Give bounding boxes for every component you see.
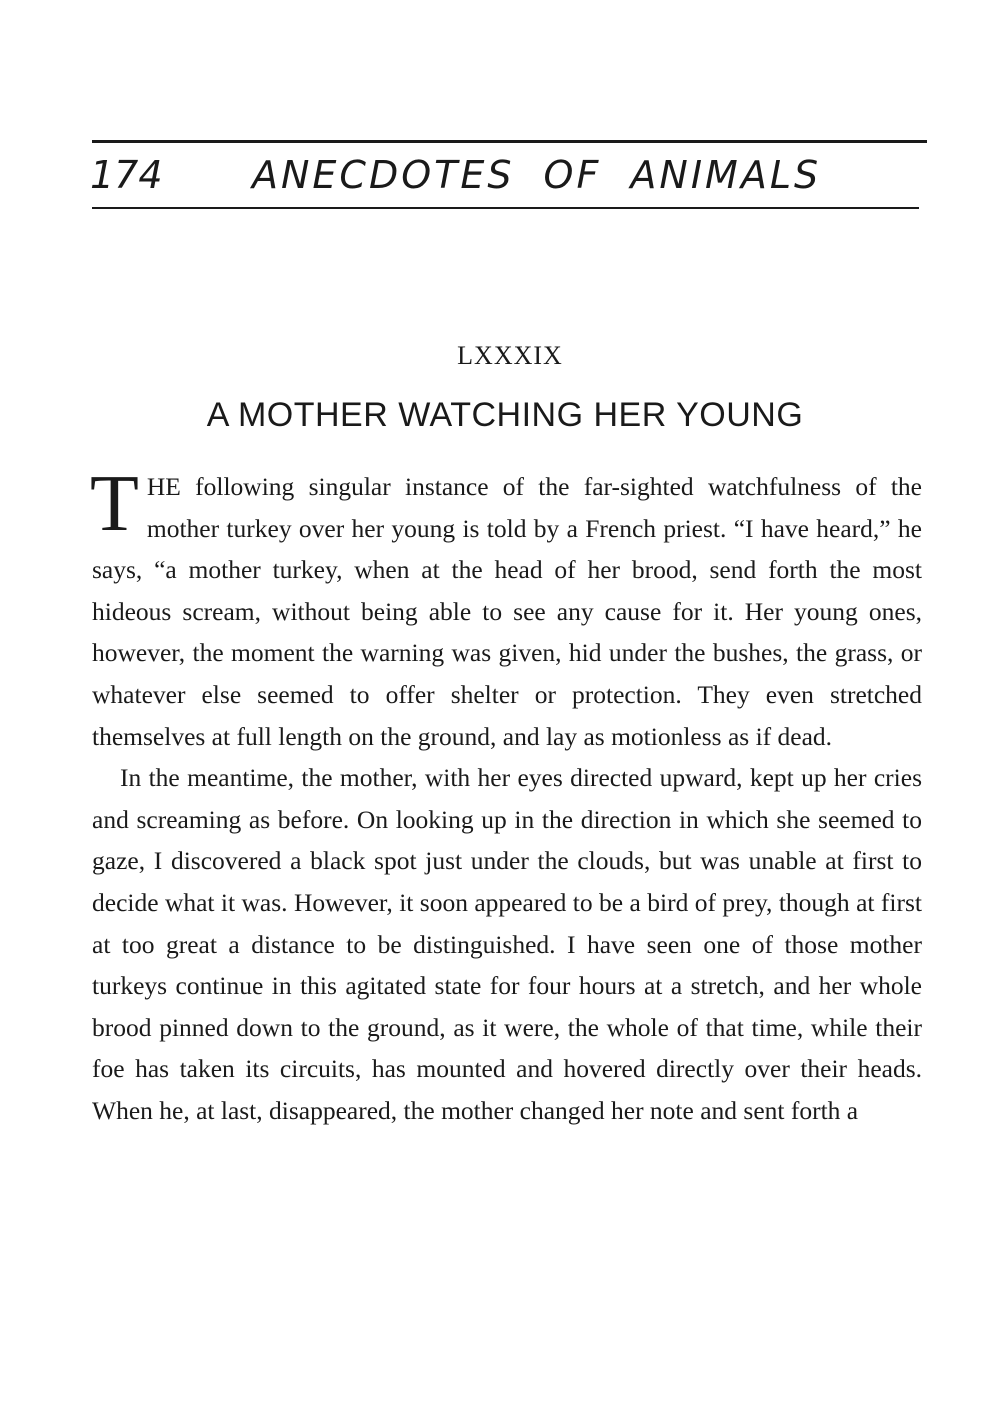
running-head: ANECDOTES OF ANIMALS — [252, 153, 822, 197]
header-bottom-rule — [92, 207, 919, 209]
header-top-rule — [92, 140, 927, 143]
chapter-title: A MOTHER WATCHING HER YOUNG — [206, 396, 804, 434]
paragraph-second: In the meantime, the mother, with her eyes directed upward, kept up her cries and screaming as before. On looking up in the direction in which she seemed to gaze, I discovered a black spot just under the clouds, but was unable at first to decide what it was. However, it soon appeared to be a bird of prey, though at first at too great a distance to be distinguished. I have seen one of those mother turkeys continue in this agitated state for four hours at a stretch, and her whole brood pinned down to the ground, as it were, the whole of that time, while their foe has taken its circuits, has mounted and hovered directly over their heads. When he, at last, disappeared, the mother changed her note and sent forth a — [92, 763, 922, 1125]
drop-cap: T — [90, 460, 139, 548]
page-number: 174 — [90, 153, 163, 197]
paragraph-first-text: HE following singular instance of the far-sighted watchfulness of the mother turkey over her young is told by a French priest. “I have heard,” he says, “a mother turkey, when at the head of her brood, send forth the most hideous scream, without being able to see any cause for it. Her young ones, however, the moment the warning was given, hid under the bushes, the grass, or whatever else seemed to offer shelter or protection. They even stretched themselves at full length on the ground, and lay as motionless as if dead. — [92, 472, 922, 751]
body-text — [90, 460, 922, 1132]
chapter-number: LXXXIX — [457, 341, 563, 370]
paragraph-first — [90, 460, 922, 757]
